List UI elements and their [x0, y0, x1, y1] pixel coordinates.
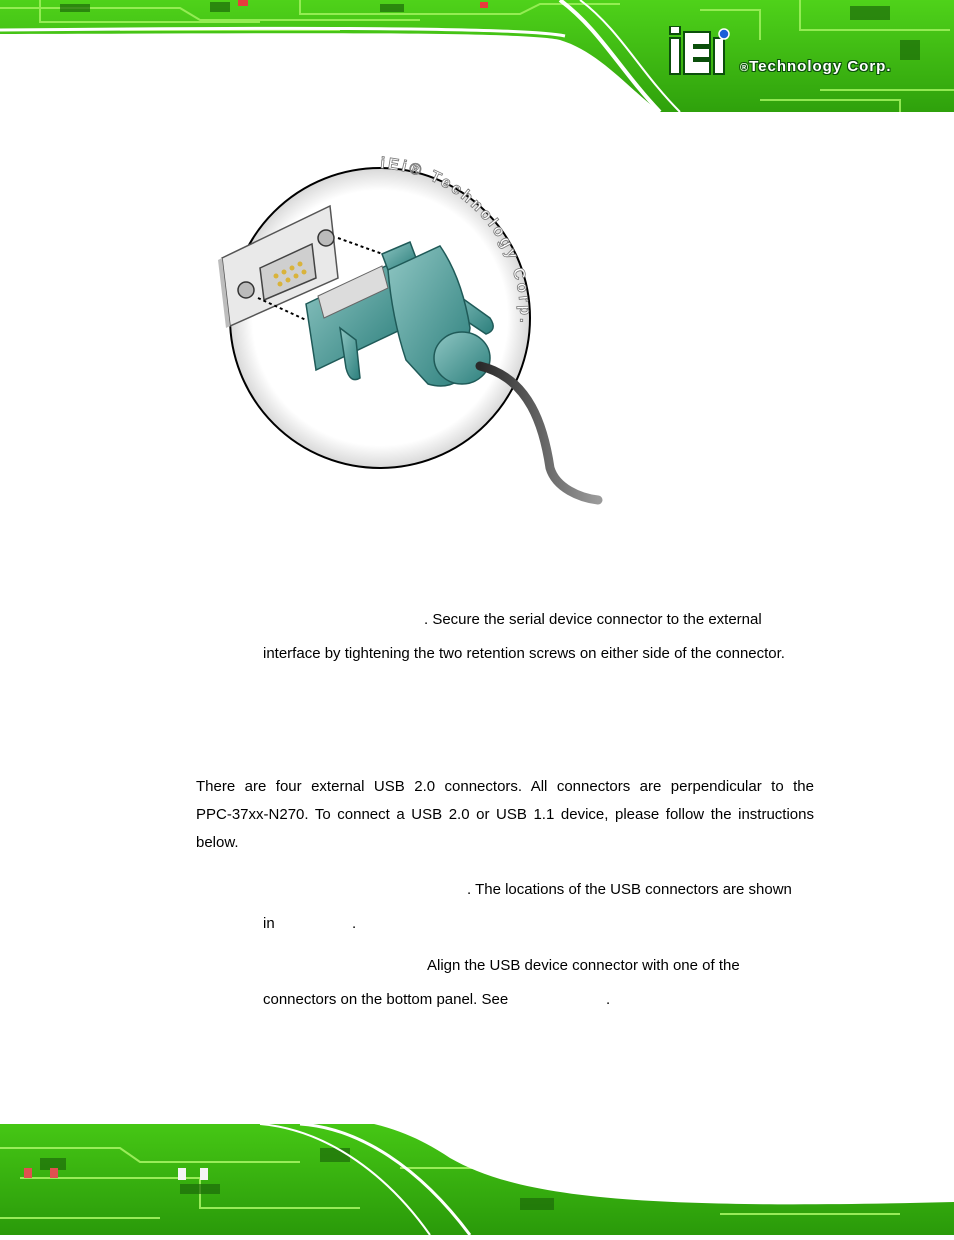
usb-step-1-line-2-prefix: in — [263, 915, 275, 932]
usb-step-1-line-1: . The locations of the USB connectors are shown — [467, 881, 792, 898]
serial-step-line-2: interface by tightening the two retention screws on either side of the connector. — [263, 645, 785, 662]
circuit-board-footer-image — [0, 1118, 954, 1235]
usb-intro-line-2: PPC-37xx-N270. To connect a USB 2.0 or USB 1.1 device, please follow the instructions — [196, 806, 814, 823]
usb-step-1-line-2-suffix: . — [352, 915, 357, 932]
logo-company-name: ®Technology Corp. — [740, 58, 892, 75]
watermark-text: iEi® Technology Corp. — [379, 155, 534, 327]
iei-logo-icon — [668, 26, 928, 86]
footer-banner — [0, 1118, 954, 1235]
usb-step-2-line-2-prefix: connectors on the bottom panel. See — [263, 991, 509, 1008]
usb-step-2-line-2-suffix: . — [606, 991, 611, 1008]
usb-step-2-line-1: Align the USB device connector with one of the — [427, 957, 740, 974]
serial-connector-illustration — [200, 128, 610, 508]
usb-intro-line-3: below. — [196, 834, 239, 851]
serial-step-line-1: . Secure the serial device connector to the external — [424, 611, 762, 628]
usb-intro-line-1: There are four external USB 2.0 connectors. All connectors are perpendicular to the — [196, 778, 814, 795]
usb-intro-paragraph — [196, 773, 814, 857]
